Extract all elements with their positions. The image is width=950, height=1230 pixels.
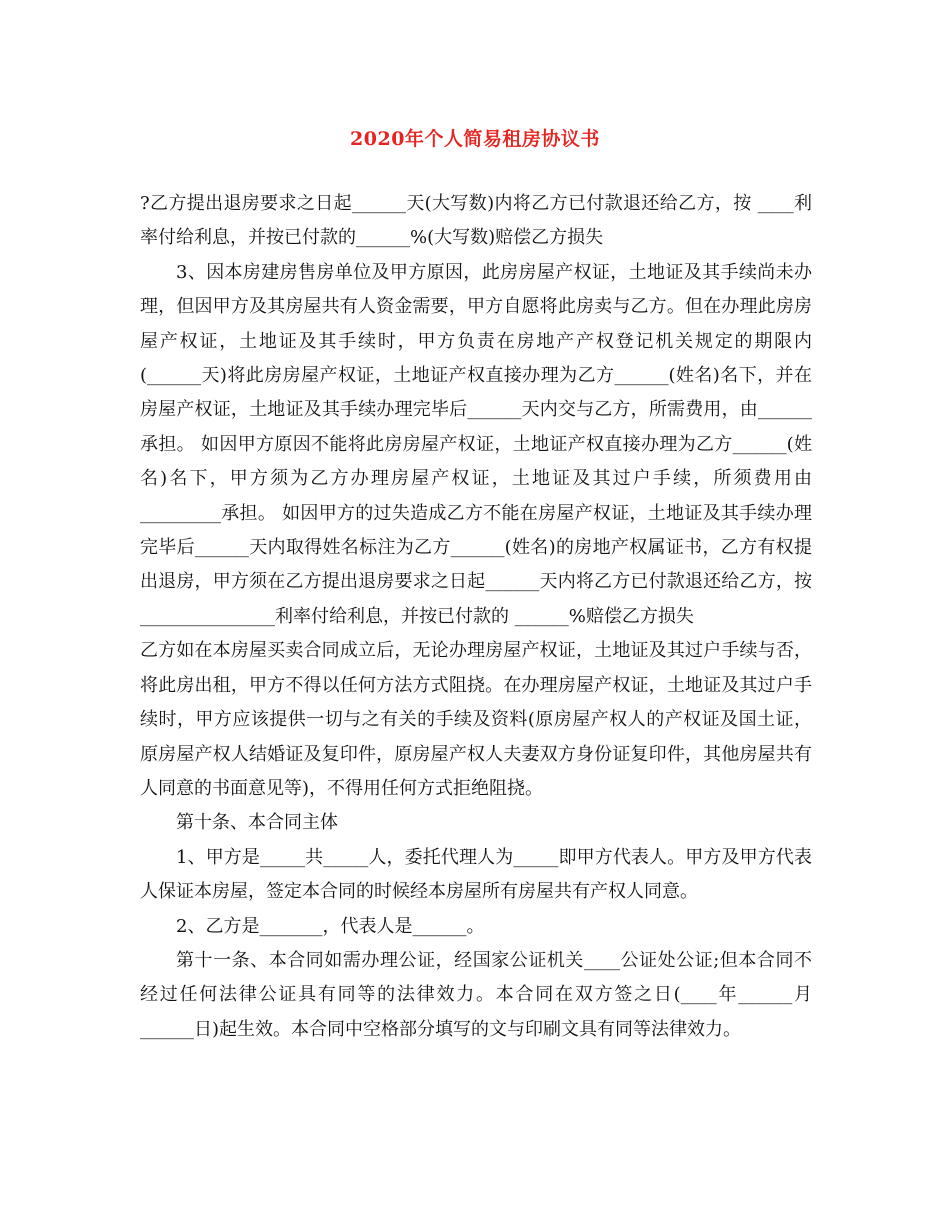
- paragraph-party-b: 2、乙方是_______，代表人是______。: [176, 915, 485, 937]
- article-eleven-paragraph: 第十一条、本合同如需办理公证，经国家公证机关____公证处公证;但本合同不经过任何法律公证具有同等的法律效力。本合同在双方签之日(____年______月______日)起生效。本合同中空格部分填写的文与印刷文具有同等法律效力。: [140, 949, 812, 1040]
- paragraph-rental-clause: 乙方如在本房屋买卖合同成立后，无论办理房屋产权证，土地证及其过户手续与否，将此房出租，甲方不得以任何方法方式阻挠。在办理房屋产权证，土地证及其过户手续时，甲方应该提供一切与之有关的手续及资料(原房屋产权人的产权证及国土证，原房屋产权人结婚证及复印件，原房屋产权人夫妻双方身份证复印件，其他房屋共有人同意的书面意见等)，不得用任何方式拒绝阻挠。: [140, 640, 812, 799]
- article-ten-heading: 第十条、本合同主体: [176, 812, 338, 834]
- paragraph-refund-clause: ?乙方提出退房要求之日起______天(大写数)内将乙方已付款退还给乙方，按 ____利率付给利息，并按已付款的______%(大写数)赔偿乙方损失: [140, 193, 812, 249]
- paragraph-certificate-clause: 3、因本房建房售房单位及甲方原因，此房房屋产权证，土地证及其手续尚未办理，但因甲方及其房屋共有人资金需要，甲方自愿将此房卖与乙方。但在办理此房房屋产权证，土地证及其手续时，甲方负责在房地产产权登记机关规定的期限内(______天)将此房房屋产权证，土地证产权直接办理为乙方______(姓名)名下，并在房屋产权证，土地证及其手续办理完毕后______天内交与乙方，所需费用，由______承担。 如因甲方原因不能将此房房屋产权证，土地证产权直接办理为乙方______(姓名)名下，甲方须为乙方办理房屋产权证，土地证及其过户手续，所须费用由 _________承担。 如因甲方的过失造成乙方不能在房屋产权证，土地证及其手续办理完毕后______天内取得姓名标注为乙方______(姓名)的房地产权属证书，乙方有权提出退房，甲方须在乙方提出退房要求之日起______天内将乙方已付款退还给乙方，按_______________利率付给利息，并按已付款的 ______%赔偿乙方损失: [140, 261, 812, 627]
- document-title: 2020年个人简易租房协议书: [350, 128, 600, 150]
- document-body: [140, 187, 812, 1047]
- paragraph-party-a: 1、甲方是_____共_____人，委托代理人为_____即甲方代表人。甲方及甲方代表人保证本房屋，签定本合同的时候经本房屋所有房屋共有产权人同意。: [140, 846, 812, 903]
